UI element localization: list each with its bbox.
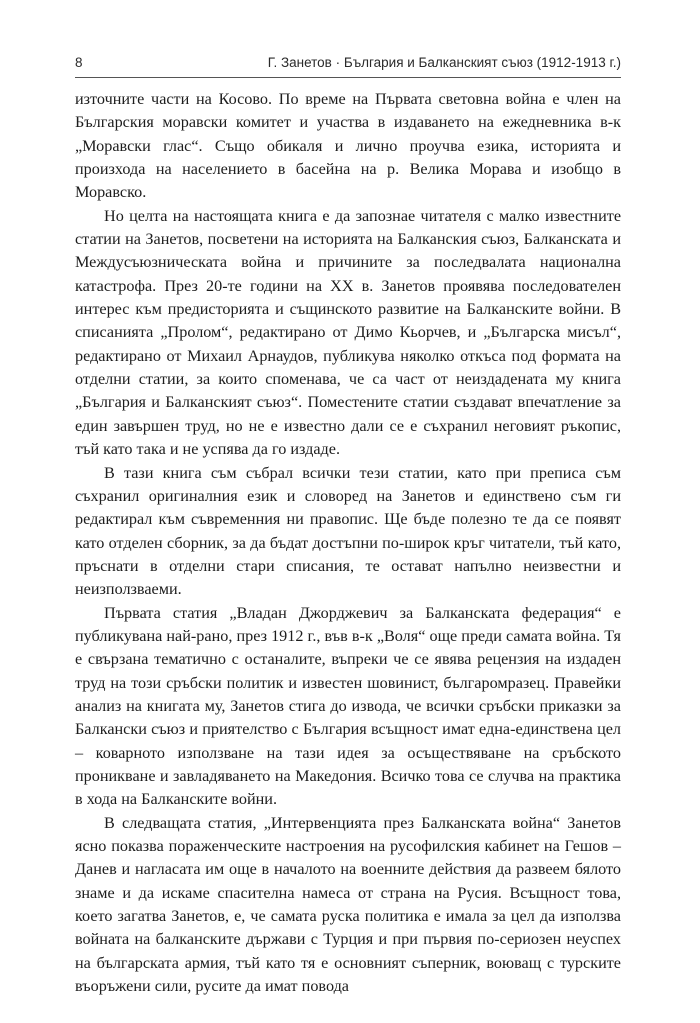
header-rule bbox=[75, 77, 621, 78]
page-number: 8 bbox=[75, 54, 83, 70]
running-title: Г. Занетов · България и Балканският съюз (1912-1913 г.) bbox=[267, 54, 621, 70]
paragraph: Но целта на настоящата книга е да запознае читателя с малко известните статии на Занетов, посветени на историята на Балканския съюз, Балканската и Междусъюзническата война и причините за последвалата национална катастрофа. През 20-те години на XX в. Занетов проявява последователен интерес към предисторията и същинското развитие на Балканските войни. В списанията „Пролом“, редактирано от Димо Кьорчев, и „Българска мисъл“, редактирано от Михаил Арнаудов, публикува няколко откъса под формата на отделни статии, за които споменава, че са част от неиздадената му книга „България и Балканският съюз“. Поместените статии създават впечатление за един завършен труд, но не е известно дали се е съхранил неговият ръкопис, тъй като така и не успява да го издаде. bbox=[75, 206, 621, 459]
paragraph: В следващата статия, „Интервенцията през Балканската война“ Занетов ясно показва пораженческите настроения на русофилския кабинет на Гешов – Данев и нагласата им още в началото на военните действия да развеем бялото знаме и да искаме спасителна намеса от страна на Русия. Всъщност това, което загатва Занетов, е, че самата руска политика е имала за цел да използва войната на балканските държави с Турция и при първия по-сериозен неуспех на българската армия, тъй като тя е основният съперник, воюващ с турските въоръжени сили, русите да имат повода bbox=[75, 813, 621, 996]
paragraph-continuation: източните части на Косово. По време на Първата световна война е член на Българския моравски комитет и участва в издаването на ежедневника в-к „Моравски глас“. Също обикаля и лично проучва езика, историята и произхода на населението в басейна на р. Велика Морава и изобщо в Моравско. bbox=[75, 90, 621, 202]
paragraph: Първата статия „Владан Джорджевич за Балканската федерация“ е публикувана най-рано, през 1912 г., във в-к „Воля“ още преди самата война. Тя е свързана тематично с останалите, въпреки че се явява рецензия на издаден труд на този сръбски политик и известен шовинист, българомразец. Правейки анализ на книгата му, Занетов стига до извода, че всички сръбски приказки за Балкански съюз и приятелство с България всъщност имат една-единствена цел – коварното използване на тази идея за осъществяване на сръбското проникване и завладяването на Македония. Всичко това се случва на практика в хода на Балканските войни. bbox=[75, 603, 621, 809]
running-header bbox=[75, 51, 621, 73]
body-text bbox=[75, 88, 621, 998]
paragraph: В тази книга съм събрал всички тези статии, като при преписа съм съхранил оригиналния език и словоред на Занетов и единствено съм ги редактирал към съвременния ни правопис. Ще бъде полезно те да се появят като отделен сборник, за да бъдат достъпни по-широк кръг читатели, тъй като, пръснати в отделни стари списания, те остават напълно неизвестни и неизползваеми. bbox=[75, 463, 621, 599]
